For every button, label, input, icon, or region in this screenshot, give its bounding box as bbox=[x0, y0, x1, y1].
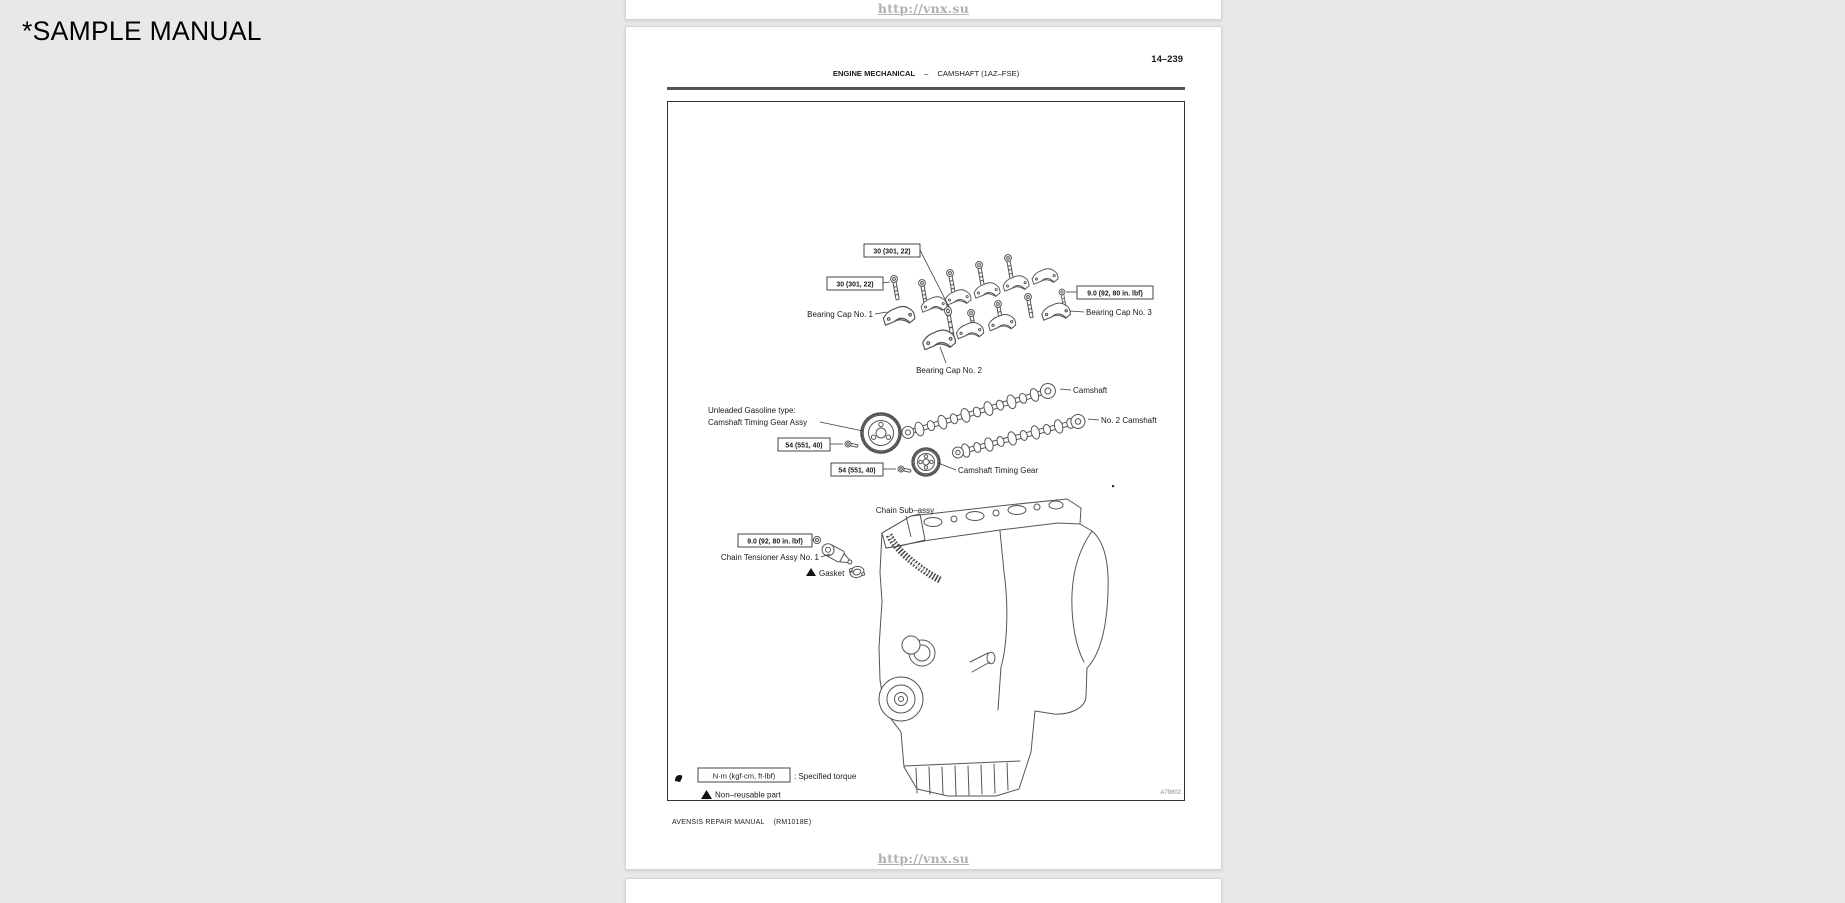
unleaded-type-label-line2: Camshaft Timing Gear Assy bbox=[708, 418, 808, 427]
torque-gear-bolt-label: 54 (551, 40) bbox=[838, 467, 876, 475]
gasket-label: Gasket bbox=[819, 569, 845, 578]
page-header bbox=[668, 69, 1184, 79]
publisher-mark-icon bbox=[675, 775, 682, 782]
camshaft-timing-gear-assy-drawing bbox=[862, 414, 901, 453]
camshaft-label: Camshaft bbox=[1073, 386, 1108, 395]
legend-torque-desc: : Specified torque bbox=[794, 772, 857, 781]
non-reusable-icon bbox=[806, 568, 816, 576]
sample-manual-overlay: *SAMPLE MANUAL bbox=[22, 16, 262, 46]
pdf-page-current bbox=[625, 26, 1222, 870]
chain-sub-assy-label: Chain Sub–assy bbox=[875, 506, 935, 515]
header-title: CAMSHAFT (1AZ–FSE) bbox=[937, 69, 1020, 78]
torque-labels bbox=[738, 244, 1153, 547]
page-number: 14–239 bbox=[1151, 54, 1183, 65]
torque-small-bolt-label: 9.0 (92, 80 in. lbf) bbox=[1087, 290, 1143, 298]
camshaft-exploded-diagram bbox=[667, 101, 1185, 801]
footer-manual-name: AVENSIS REPAIR MANUAL bbox=[672, 819, 765, 826]
header-separator: – bbox=[924, 69, 929, 78]
chain-tensioner-drawing bbox=[820, 542, 855, 568]
figure-code: A79802 bbox=[1160, 790, 1181, 796]
torque-gear-bolt-label: 54 (551, 40) bbox=[785, 442, 823, 450]
non-reusable-icon bbox=[701, 790, 712, 799]
footer-code: (RM1018E) bbox=[773, 819, 812, 826]
engine-block-drawing bbox=[879, 499, 1108, 796]
camshaft-timing-gear-drawing bbox=[913, 449, 940, 476]
chain-tensioner-label: Chain Tensioner Assy No. 1 bbox=[720, 553, 819, 562]
torque-cap-bolt-label: 30 (301, 22) bbox=[873, 248, 911, 256]
spec-dot bbox=[1112, 485, 1114, 487]
page-footer bbox=[672, 819, 811, 826]
bearing-cap-3-label: Bearing Cap No. 3 bbox=[1086, 308, 1152, 317]
bearing-cap-2-label: Bearing Cap No. 2 bbox=[916, 366, 982, 375]
torque-small-bolt-label: 9.0 (92, 80 in. lbf) bbox=[747, 538, 803, 546]
pdf-page-next bbox=[625, 878, 1222, 903]
unleaded-type-label-line1: Unleaded Gasoline type: bbox=[708, 406, 796, 415]
tensioner-bolt-drawing bbox=[813, 536, 820, 543]
camshaft-timing-gear-label: Camshaft Timing Gear bbox=[958, 466, 1039, 475]
no2-camshaft-label: No. 2 Camshaft bbox=[1101, 416, 1157, 425]
torque-cap-bolt-label: 30 (301, 22) bbox=[836, 281, 874, 289]
watermark-link[interactable]: http://vnx.su bbox=[877, 1, 970, 16]
header-rule bbox=[667, 87, 1185, 90]
pdf-page-previous bbox=[625, 0, 1222, 20]
bearing-caps-drawing bbox=[882, 267, 1071, 351]
legend-torque-unit-label: N·m (kgf·cm, ft·lbf) bbox=[712, 771, 776, 781]
no2-camshaft-drawing bbox=[951, 413, 1087, 461]
legend-nonreusable-label: Non–reusable part bbox=[715, 790, 781, 800]
bearing-cap-1-label: Bearing Cap No. 1 bbox=[807, 310, 873, 319]
header-section: ENGINE MECHANICAL bbox=[832, 69, 916, 78]
watermark-link[interactable]: http://vnx.su bbox=[877, 851, 970, 866]
